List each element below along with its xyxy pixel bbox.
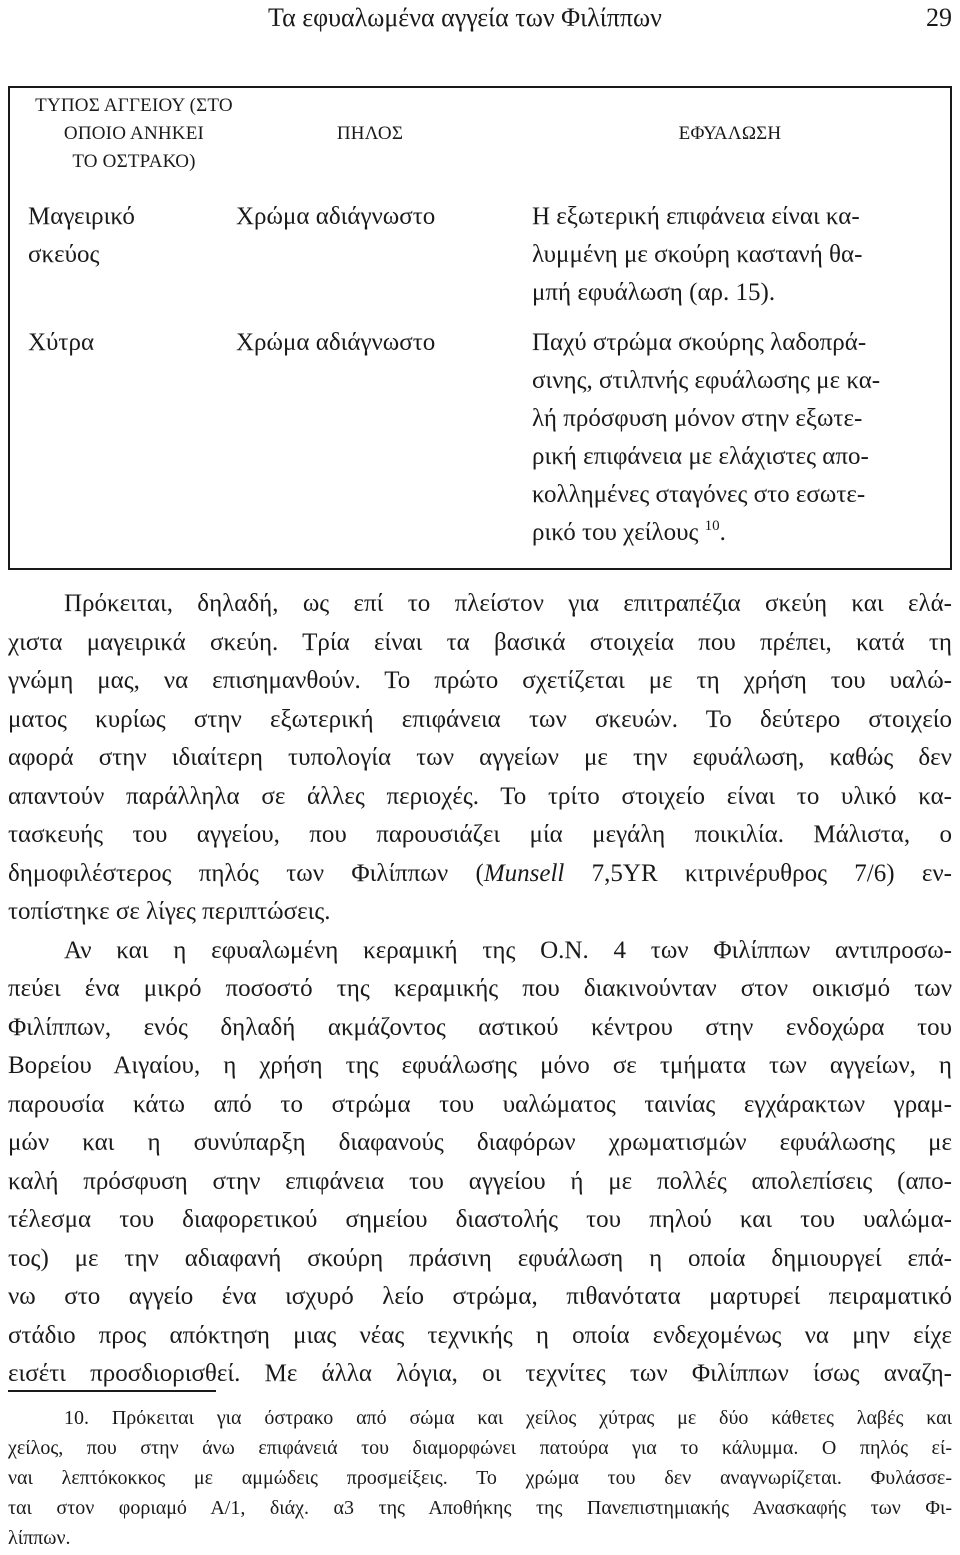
paragraph-line: Αν και η εφυαλωμένη κεραμική της Ο.Ν. 4 των Φιλίππων αντιπροσω- bbox=[64, 936, 952, 964]
paragraph-line: τασκευής του αγγείου, που παρουσιάζει μία μεγάλη ποικιλία. Μάλιστα, ο bbox=[8, 821, 952, 848]
footnote-ref[interactable]: 10 bbox=[704, 518, 720, 534]
paragraph-line: Βορείου Αιγαίου, η χρήση της εφυάλωσης μόνο σε τμήματα των αγγείων, η bbox=[8, 1052, 952, 1079]
table-cell-type: Χύτρα bbox=[28, 329, 95, 356]
paragraph-line: Φιλίππων, ενός δηλαδή ακμάζοντος αστικού κέντρου στην ενδοχώρα του bbox=[8, 1013, 952, 1041]
table-header-clay: ΠΗΛΟΣ bbox=[336, 123, 404, 144]
footnote-line: ναι λεπτόκοκκος με αμμώδεις προσμείξεις. Το χρώμα του δεν αναγνωρίζεται. Φυλάσσε- bbox=[8, 1467, 952, 1489]
paragraph-line: παρουσία κάτω από το στρώμα του υαλώματος ταινίας εγχάρακτων γραμ- bbox=[8, 1090, 952, 1118]
paragraph-line: πεύει ένα μικρό ποσοστό της κεραμικής που διακινούνταν στον οικισμό των bbox=[8, 975, 952, 1002]
page-number: 29 bbox=[926, 3, 952, 32]
body-text bbox=[8, 585, 952, 1394]
table-header-vessel-type: ΤΥΠΟΣ ΑΓΓΕΙΟΥ (ΣΤΟ ΟΠΟΙΟ ΑΝΗΚΕΙ ΤΟ ΟΣΤΡΑΚΟ) bbox=[35, 95, 233, 172]
running-title: Τα εφυαλωμένα αγγεία των Φιλίππων bbox=[268, 3, 662, 32]
footnote-line: λίππων. bbox=[8, 1527, 71, 1549]
paragraph-line: αφορά στην ιδιαίτερη τυπολογία των αγγείων με την εφυάλωση, καθώς δεν bbox=[8, 744, 952, 771]
table-cell-clay: Χρώμα αδιάγνωστο bbox=[236, 203, 436, 230]
paragraph-line: γνώμη μας, να επισημανθούν. Το πρώτο σχετίζεται με τη χρήση του υαλώ- bbox=[8, 667, 952, 694]
paragraph-line: Πρόκειται, δηλαδή, ως επί το πλείστον για επιτραπέζια σκεύη και ελά- bbox=[64, 590, 952, 617]
paragraph-line: εισέτι προσδιορισθεί. Με άλλα λόγια, οι τεχνίτες των Φιλίππων ίσως αναζη- bbox=[8, 1360, 952, 1387]
footnote-line: ται στον φοριαμό Α/1, διάχ. α3 της Αποθήκης της Πανεπιστημιακής Ανασκαφής των Φι- bbox=[8, 1497, 952, 1519]
footnote-line: χείλος, που στην άνω επιφάνειά του διαμορφώνει πατούρα για το κάλυμμα. Ο πηλός εί- bbox=[8, 1437, 952, 1459]
paragraph-line: τος) με την αδιαφανή σκούρη πράσινη εφυάλωση η οποία δημιουργεί επά- bbox=[8, 1244, 952, 1272]
paragraph-line: μών και η συνύπαρξη διαφανούς διαφόρων χρωματισμών εφυάλωσης με bbox=[8, 1129, 952, 1156]
vessel-table bbox=[8, 86, 952, 570]
paragraph-line: τοπίστηκε σε λίγες περιπτώσεις. bbox=[8, 898, 331, 925]
paragraph-line: δημοφιλέστερος πηλός των Φιλίππων (Munsell 7,5YR κιτρινέρυθρος 7/6) εν- bbox=[8, 859, 952, 887]
paragraph-line: νω στο αγγείο ένα ισχυρό λείο στρώμα, πιθανότατα μαρτυρεί πειραματικό bbox=[8, 1283, 952, 1310]
paragraph-line: ματος κυρίως στην εξωτερική επιφάνεια των σκευών. Το δεύτερο στοιχείο bbox=[8, 705, 952, 733]
page-header bbox=[0, 2, 960, 36]
table-cell-type: Μαγειρικό σκεύος bbox=[28, 203, 135, 268]
paragraph-line: καλή πρόσφυση στην επιφάνεια του αγγείου ή με πολλές απολεπίσεις (απο- bbox=[8, 1167, 952, 1195]
paragraph-line: απαντούν παράλληλα σε άλλες περιοχές. Το τρίτο στοιχείο είναι το υλικό κα- bbox=[8, 782, 952, 810]
paragraph-line: στάδιο προς απόκτηση μιας νέας τεχνικής η οποία ενδεχομένως να μην είχε bbox=[8, 1321, 952, 1349]
paragraph-line: χιστα μαγειρικά σκεύη. Τρία είναι τα βασικά στοιχεία που πρέπει, κατά τη bbox=[8, 628, 952, 656]
table-header-glaze: ΕΦΥΑΛΩΣΗ bbox=[678, 123, 782, 144]
footnote bbox=[8, 1403, 952, 1553]
footnote-divider bbox=[8, 1390, 216, 1392]
footnote-line: 10. Πρόκειται για όστρακο από σώμα και χείλος χύτρας με δύο κάθετες λαβές και bbox=[64, 1407, 952, 1429]
table-cell-glaze: Παχύ στρώμα σκούρης λαδοπρά- σινης, στιλπνής εφυάλωσης με κα- λή πρόσφυση μόνον στην εξωτε- ρική επιφάνεια με ελάχιστες απο- κολλημένες σταγόνες στο εσωτε- ρικό του χείλους $^{10}$. bbox=[532, 329, 881, 546]
table-cell-clay: Χρώμα αδιάγνωστο bbox=[236, 329, 436, 356]
table-cell-glaze: Η εξωτερική επιφάνεια είναι κα- λυμμένη με σκούρη καστανή θα- μπή εφυάλωση (αρ. 15). bbox=[532, 203, 863, 306]
paragraph-line: τέλεσμα του διαφορετικού σημείου διαστολής του πηλού και του υαλώμα- bbox=[8, 1206, 952, 1233]
